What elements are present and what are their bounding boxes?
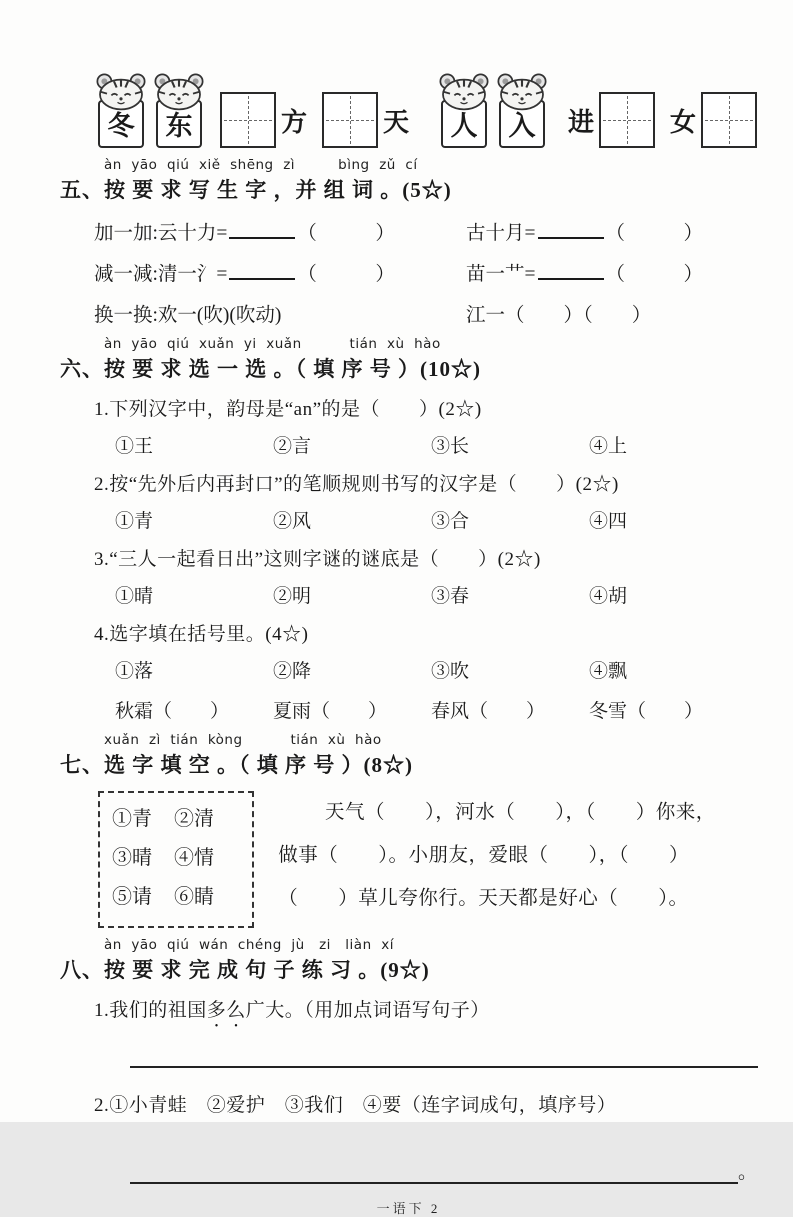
option-item: ④胡 <box>589 586 628 607</box>
options-row <box>115 506 757 533</box>
question-text: 1.下列汉字中，韵母是“an”的是（ ）(2☆) <box>94 399 482 420</box>
options-row <box>115 581 757 608</box>
row-label: 江一（ ）（ ） <box>466 305 652 326</box>
tiger-card-character: 人 <box>441 100 487 148</box>
section-7 <box>60 732 757 928</box>
tiger-card <box>152 71 206 148</box>
option-item: ②明 <box>273 586 312 607</box>
dotted-words: 多么 <box>206 1000 246 1021</box>
practice-character: 方 <box>281 107 308 137</box>
option-item: ①青 <box>115 511 154 532</box>
option-item: ④四 <box>589 511 628 532</box>
tiger-icon <box>436 71 492 111</box>
practice-character: 天 <box>383 107 410 137</box>
tiger-icon <box>93 71 149 111</box>
option-item: ⑥睛 <box>174 886 214 908</box>
paren-blank: （ ） <box>605 264 704 285</box>
options-row <box>115 656 757 683</box>
writing-grid-box <box>322 92 378 148</box>
pinyin-guide: àn yāo qiú xuǎn yi xuǎn tián xù hào <box>104 336 441 352</box>
tiger-card-character: 入 <box>499 100 545 148</box>
row-label: 减一减:清一氵= <box>94 264 228 285</box>
practice-character: 进 <box>567 107 594 137</box>
options-row <box>115 431 757 458</box>
option-item: ⑤请 <box>112 886 152 908</box>
passage-line: 做事（ ）。小朋友，爱眼（ ），（ ） <box>278 845 689 866</box>
option-item: ②言 <box>273 436 312 457</box>
fill-item: 冬雪（ ） <box>589 701 704 722</box>
section-title: 六、按 要 求 选 一 选 。（ 填 序 号 ）(10☆) <box>60 357 481 381</box>
writing-grid-box <box>701 92 757 148</box>
answer-line <box>130 1166 738 1184</box>
question-text <box>94 995 757 1032</box>
tiger-icon <box>151 71 207 111</box>
section-6 <box>60 336 757 723</box>
subtract-row <box>94 258 757 286</box>
question-part: 广大。（用加点词语写句子） <box>245 1000 490 1021</box>
question-text: 2.①小青蛙 ②爱护 ③我们 ④要（连字词成句，填序号） <box>94 1095 617 1116</box>
writing-pair <box>563 92 655 148</box>
swap-row <box>94 299 757 327</box>
section-title: 八、按 要 求 完 成 句 子 练 习 。(9☆) <box>60 958 430 982</box>
question-part: 1.我们的祖国 <box>94 1000 207 1021</box>
option-item: ③吹 <box>431 661 470 682</box>
blank-line <box>229 265 295 280</box>
tiger-card-character: 东 <box>156 100 202 148</box>
tiger-icon <box>494 71 550 111</box>
writing-grid-box <box>220 92 276 148</box>
pinyin-guide: àn yāo qiú xiě shēng zì bìng zǔ cí <box>104 157 418 173</box>
page-footer: 一语下 2 <box>376 1201 441 1216</box>
blank-line <box>229 224 295 239</box>
practice-character: 女 <box>669 107 696 137</box>
pinyin-guide: xuǎn zì tián kòng tián xù hào <box>104 732 382 748</box>
passage-line: （ ）草儿夸你行。天天都是好心（ ）。 <box>278 888 689 909</box>
tiger-card <box>495 71 549 148</box>
row-label: 苗一艹= <box>466 264 536 285</box>
writing-grid-box <box>599 92 655 148</box>
option-item: ③合 <box>431 511 470 532</box>
row-label: 古十月= <box>466 223 536 244</box>
pinyin-guide: àn yāo qiú wán chéng jù zi liàn xí <box>104 937 394 953</box>
row-label: 换一换:欢一(吹)(吹动) <box>94 305 282 326</box>
paren-blank: （ ） <box>605 223 704 244</box>
section-5 <box>60 157 757 327</box>
option-item: ①落 <box>115 661 154 682</box>
tiger-card <box>94 71 148 148</box>
option-item: ①晴 <box>115 586 154 607</box>
option-item: ④飘 <box>589 661 628 682</box>
writing-pair <box>665 92 757 148</box>
option-item: ①青 <box>112 808 152 830</box>
option-item: ③长 <box>431 436 470 457</box>
sentence-period: 。 <box>737 1162 757 1183</box>
fill-row <box>115 696 757 723</box>
option-item: ②清 <box>174 808 214 830</box>
fill-item: 春风（ ） <box>431 701 546 722</box>
option-item: ①王 <box>115 436 154 457</box>
option-item: ④上 <box>589 436 628 457</box>
tiger-card <box>437 71 491 148</box>
fill-passage <box>278 791 757 920</box>
question-text: 3.“三人一起看日出”这则字谜的谜底是（ ）(2☆) <box>94 549 541 570</box>
writing-pair <box>220 92 312 148</box>
writing-practice-row <box>94 64 757 148</box>
option-item: ④情 <box>174 847 214 869</box>
section-title: 七、选 字 填 空 。（ 填 序 号 ）(8☆) <box>60 753 413 777</box>
paren-blank: （ ） <box>297 223 395 244</box>
option-item: ③春 <box>431 586 470 607</box>
question-text: 2.按“先外后内再封口”的笔顺规则书写的汉字是（ ）(2☆) <box>94 474 619 495</box>
writing-pair <box>322 92 414 148</box>
answer-line <box>130 1066 758 1068</box>
add-row <box>94 217 757 245</box>
fill-item: 秋霜（ ） <box>115 701 230 722</box>
blank-line <box>538 265 604 280</box>
fill-item: 夏雨（ ） <box>273 701 388 722</box>
passage-line: 天气（ ），河水（ ），（ ）你来， <box>325 802 716 823</box>
blank-line <box>538 224 604 239</box>
option-item: ③晴 <box>112 847 152 869</box>
section-title: 五、按 要 求 写 生 字 ，并 组 词 。(5☆) <box>60 178 452 202</box>
character-options-box <box>98 791 254 928</box>
paren-blank: （ ） <box>297 264 395 285</box>
section-8 <box>60 937 757 1184</box>
question-text: 4.选字填在括号里。(4☆) <box>94 624 309 645</box>
tiger-card-character: 冬 <box>98 100 144 148</box>
option-item: ②风 <box>273 511 312 532</box>
option-item: ②降 <box>273 661 312 682</box>
row-label: 加一加:云十力= <box>94 223 228 244</box>
